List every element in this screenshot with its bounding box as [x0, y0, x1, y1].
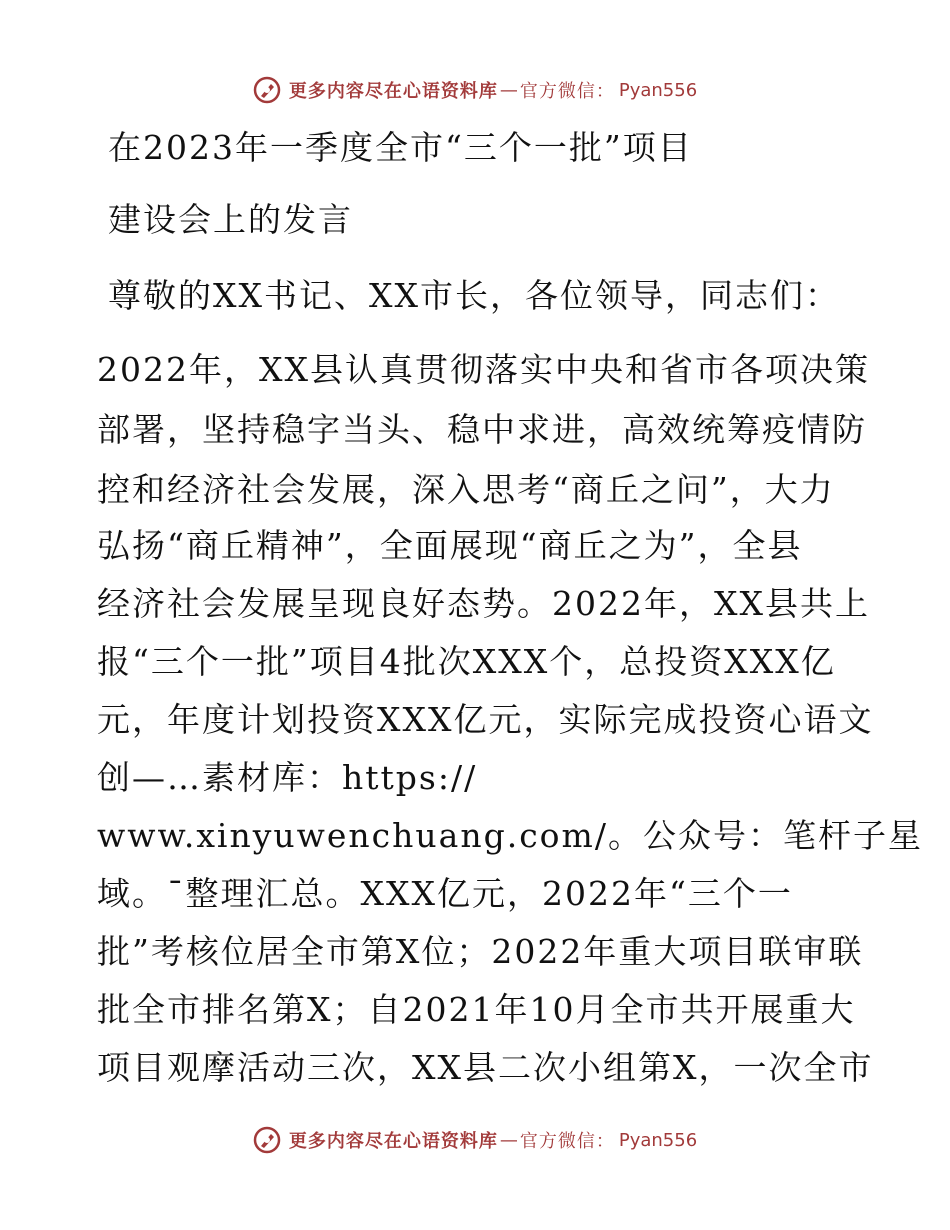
body-line: 部署，坚持稳字当头、稳中求进，高效统筹疫情防 — [97, 410, 867, 449]
watermark-separator: — — [499, 79, 518, 101]
watermark-footer — [0, 1120, 950, 1160]
body-line: 批”考核位居全市第X位；2022年重大项目联审联 — [97, 932, 864, 971]
watermark-main-text: 更多内容尽在心语资料库 — [288, 81, 498, 102]
title-line-2: 建设会上的发言 — [108, 200, 353, 239]
watermark-main-text: 更多内容尽在心语资料库 — [288, 1131, 498, 1152]
watermark-wechat-id: Pyan556 — [618, 1129, 698, 1151]
watermark-wechat-id: Pyan556 — [618, 79, 698, 101]
body-line: 项目观摩活动三次，XX县二次小组第X，一次全市 — [97, 1048, 874, 1087]
body-line: 报“三个一批”项目4批次XXX个，总投资XXX亿 — [97, 642, 836, 681]
body-line: 元，年度计划投资XXX亿元，实际完成投资心语文 — [97, 700, 874, 739]
body-line: 批全市排名第X；自2021年10月全市共开展重大 — [97, 990, 856, 1029]
title-line-1: 在2023年一季度全市“三个一批”项目 — [108, 128, 693, 167]
body-line: 弘扬“商丘精神”，全面展现“商丘之为”，全县 — [97, 526, 803, 565]
body-line: 域。¯整理汇总。XXX亿元，2022年“三个一 — [97, 874, 793, 913]
watermark-separator: — — [499, 1129, 518, 1151]
pen-logo-icon — [253, 76, 281, 104]
body-line: 创—…素材库：https:// — [97, 758, 478, 797]
body-line: 经济社会发展呈现良好态势。2022年，XX县共上 — [97, 584, 870, 623]
body-line: 2022年，XX县认真贯彻落实中央和省市各项决策 — [97, 350, 870, 389]
body-line: 控和经济社会发展，深入思考“商丘之问”，大力 — [97, 470, 835, 509]
salutation: 尊敬的XX书记、XX市长，各位领导，同志们： — [108, 276, 840, 315]
watermark-sub-text: 官方微信： — [519, 81, 615, 102]
body-line: www.xinyuwenchuang.com/。公众号：笔杆子星 — [97, 816, 923, 855]
watermark-header — [0, 70, 950, 110]
watermark-sub-text: 官方微信： — [519, 1131, 615, 1152]
pen-logo-icon — [253, 1126, 281, 1154]
